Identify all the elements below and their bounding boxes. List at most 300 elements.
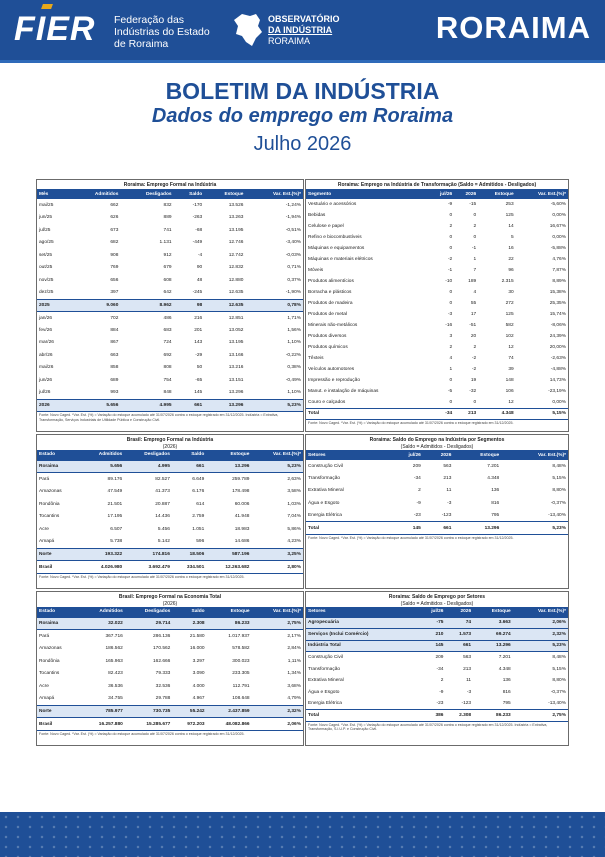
table-cell: 334.501	[172, 561, 206, 574]
table-cell: Construção Civil	[308, 655, 343, 661]
table-cell: 25,35%	[549, 301, 566, 306]
table-cell: 5,23%	[513, 640, 568, 652]
table-cell: 16.000	[189, 645, 205, 651]
table-cell: 1,10%	[287, 390, 301, 395]
table-cell: 12.880	[228, 277, 244, 283]
table-cell: 12.832	[228, 265, 244, 271]
table-cell: -170	[192, 202, 203, 208]
table-row	[37, 199, 303, 212]
table-cell: 125	[505, 312, 514, 317]
table-cell: 162.666	[152, 658, 171, 664]
table-cell: 4.348	[478, 408, 515, 419]
table-cell: 702	[110, 315, 119, 321]
table-cell: 889	[163, 215, 172, 221]
table-cell: Rondônia	[39, 658, 60, 664]
table-cell: 656	[110, 277, 119, 283]
table-cell: -0,22%	[285, 352, 301, 358]
table-row	[306, 629, 568, 641]
table-cell: 17	[470, 312, 477, 317]
table-cell: 148	[505, 378, 514, 383]
table-cell: Serviços (Inclui Comércio)	[306, 629, 417, 641]
table-cell: 3.663	[473, 617, 513, 629]
table-cell: Móveis	[308, 268, 324, 273]
table-cell: 7	[473, 268, 477, 273]
table-cell: 2	[449, 345, 453, 350]
table-cell: 3.692.479	[124, 561, 172, 574]
panel-subtitle: (2026)	[162, 601, 178, 607]
table-cell: 13.296	[206, 460, 251, 473]
table-row	[306, 364, 568, 375]
table-cell: -75	[417, 617, 445, 629]
table-cell: -2	[471, 367, 477, 372]
economy-total-table	[37, 607, 303, 731]
table-cell: 11	[466, 678, 472, 684]
table-cell: 2	[440, 678, 444, 684]
table-cell: 1.017.937	[228, 633, 250, 639]
table-cell: 0	[449, 290, 453, 295]
table-note: Fonte: Novo Caged. *Var. Est. (%) = Variação do estoque acumulado até 31/07/2026 contra o estoque registrado em 31/12/2025.	[39, 574, 245, 579]
table-cell: -13,40%	[548, 513, 566, 518]
table-cell: -4	[197, 252, 203, 258]
table-cell: mai/26	[39, 365, 54, 371]
table-row	[306, 298, 568, 309]
table-cell: 14	[508, 224, 514, 229]
table-cell: Tocantins	[39, 671, 60, 677]
table-cell: -3,40%	[285, 240, 301, 246]
table-cell: 4.000	[192, 683, 205, 689]
table-cell: 213	[463, 666, 472, 672]
table-cell: Total	[306, 408, 428, 419]
panel-subtitle: (2026)	[162, 444, 178, 450]
table-cell: 3.090	[192, 671, 205, 677]
panel-title: Brasil: Emprego Formal na Indústria	[126, 437, 214, 443]
table-row	[37, 249, 303, 262]
table-cell: 14.686	[234, 539, 250, 545]
table-cell: 32.022	[80, 617, 125, 630]
panel-title: Roraima: Emprego na Indústria de Transformação (Saldo = Admitidos - Desligados)	[337, 182, 537, 188]
table-cell: 12.635	[204, 299, 245, 312]
table-cell: -2	[447, 257, 453, 262]
panel-subtitle: (Saldo = Admitidos - Desligados)	[400, 601, 474, 607]
table-note: Fonte: Novo Caged. *Var. Est. (%) = Variação do estoque acumulado até 31/07/2026 contra o estoque registrado em 31/12/2025.	[39, 731, 245, 736]
table-row	[306, 675, 568, 687]
table-note: Fonte: Novo Caged. *Var. Est. (%) = Variação do estoque acumulado até 31/07/2026 contra o estoque registrado em 31/12/2025. Indústria = Extrativa, Transformação, S.I.U.P. e Construção Civil.	[308, 722, 548, 732]
header-banner	[0, 0, 605, 60]
table-row	[37, 299, 303, 312]
table-cell: 2,80%	[251, 561, 303, 574]
table-cell: 642	[163, 290, 172, 295]
panel-title: Brasil: Emprego Formal na Economia Total	[118, 594, 222, 600]
column-header: 2026	[454, 189, 478, 199]
table-cell: -16	[445, 323, 453, 328]
table-row	[306, 408, 568, 419]
table-cell: 679	[163, 265, 172, 271]
table-cell: Roraima	[37, 460, 80, 473]
table-cell: Pará	[39, 476, 50, 482]
table-cell: 0,37%	[287, 277, 301, 283]
table-cell: nov/25	[39, 277, 54, 283]
table-cell: 1,11%	[287, 658, 301, 664]
table-cell: 1.573	[445, 629, 473, 641]
table-cell: 689	[110, 377, 119, 383]
column-header: Estoque	[453, 450, 501, 460]
table-row	[306, 287, 568, 298]
table-cell: 41.373	[155, 488, 170, 494]
table-row	[306, 687, 568, 699]
column-header: Saldo	[174, 189, 205, 199]
table-row	[37, 510, 303, 523]
table-cell: 12.742	[228, 252, 244, 258]
table-cell: Máquinas e equipamentos	[308, 246, 365, 251]
table-cell: 1.131	[159, 240, 172, 246]
table-cell: Total	[306, 522, 389, 534]
table-row	[306, 221, 568, 232]
table-row	[37, 387, 303, 400]
fier-name: Federação das Indústrias do Estado de Roraima	[114, 14, 210, 50]
table-row	[37, 212, 303, 225]
table-cell: 30	[508, 290, 514, 295]
brasil-industry-panel	[36, 434, 304, 589]
table-cell: 0	[449, 246, 453, 251]
table-cell: -3	[466, 689, 472, 695]
table-cell: 1,34%	[287, 671, 301, 677]
table-row	[37, 274, 303, 287]
table-cell: Veículos automotores	[308, 367, 355, 372]
table-row	[37, 399, 303, 412]
table-cell: 18.506	[172, 548, 206, 561]
table-cell: -2,63%	[550, 356, 566, 361]
table-cell: Celulose e papel	[308, 224, 344, 229]
table-cell: 661	[423, 522, 454, 534]
table-cell: 12.263.682	[206, 561, 251, 574]
table-cell: -9	[439, 689, 444, 695]
table-note: Fonte: Novo Caged. *Var. Est. (%) = Variação do estoque acumulado até 31/07/2026 contra o estoque registrado em 31/12/2025.	[308, 420, 514, 425]
table-cell: 0,38%	[287, 365, 301, 371]
table-cell: 136	[491, 488, 500, 494]
table-cell: 661	[172, 460, 206, 473]
table-cell: -1	[447, 268, 453, 273]
table-row	[37, 617, 303, 630]
table-cell: 2,63%	[287, 476, 301, 482]
column-header: Estoque	[206, 450, 251, 460]
table-cell: -1,90%	[285, 290, 301, 295]
table-cell: Energia Elétrica	[308, 513, 342, 518]
table-cell: -0,37%	[550, 500, 566, 506]
table-cell: 39	[508, 367, 514, 372]
table-cell: out/25	[39, 265, 53, 271]
table-cell: ago/25	[39, 240, 54, 246]
transformation-panel	[305, 179, 569, 432]
sectors-table	[306, 607, 568, 722]
table-row	[306, 497, 568, 509]
table-cell: -449	[192, 240, 203, 246]
table-cell: -23	[436, 701, 444, 707]
column-header: Segmento	[306, 189, 428, 199]
table-cell: 908	[110, 252, 119, 258]
table-cell: 0	[473, 399, 477, 405]
table-cell: 5,86%	[287, 526, 301, 532]
state-name: RORAIMA	[435, 10, 591, 45]
table-cell: 8,80%	[552, 488, 566, 494]
table-cell: 216	[194, 315, 203, 321]
table-row	[37, 287, 303, 300]
table-note: Fonte: Novo Caged. *Var. Est. (%) = Variação do estoque acumulado até 31/07/2026 contra o estoque registrado em 31/12/2025.	[308, 535, 514, 540]
table-cell: -263	[192, 215, 203, 221]
table-cell: Impressão e reprodução	[308, 378, 360, 383]
table-cell: 2025	[37, 299, 71, 312]
table-cell: -29	[195, 352, 203, 358]
table-cell: 4,23%	[287, 539, 301, 545]
table-cell: 626	[110, 215, 119, 221]
table-cell: 578.582	[232, 645, 250, 651]
table-cell: 661	[174, 399, 205, 412]
table-cell: Construção Civil	[308, 463, 343, 469]
table-cell: 8,48%	[552, 655, 566, 661]
table-cell: 8.962	[120, 299, 173, 312]
table-cell: 386	[417, 710, 445, 722]
table-row	[306, 210, 568, 221]
table-cell: 55	[470, 301, 477, 306]
table-cell: Borracha e plásticos	[308, 290, 352, 295]
table-cell: 90	[196, 265, 203, 271]
table-cell: -51	[469, 323, 477, 328]
column-header: Desligados	[124, 450, 172, 460]
table-cell: 7.201	[487, 463, 500, 469]
table-row	[306, 353, 568, 364]
table-cell: abr/26	[39, 352, 53, 358]
table-cell: 816	[502, 689, 511, 695]
table-cell: 79.333	[155, 671, 171, 677]
table-cell: 596	[196, 539, 205, 545]
table-cell: -0,49%	[285, 377, 301, 383]
table-cell: dez/25	[39, 290, 54, 295]
table-cell: 20,00%	[549, 345, 566, 350]
table-cell: 2.308	[445, 710, 473, 722]
table-cell: 9.060	[71, 299, 120, 312]
table-row	[37, 337, 303, 350]
table-cell: 0	[473, 235, 477, 240]
bulletin-date: Julho 2026	[253, 133, 352, 155]
table-row	[37, 630, 303, 643]
table-row	[306, 663, 568, 675]
table-row	[37, 262, 303, 275]
table-cell: 16	[508, 246, 514, 251]
table-cell: 2026	[37, 399, 71, 412]
table-cell: 8,48%	[552, 463, 566, 469]
table-cell: 13.195	[228, 340, 244, 346]
table-cell: 808	[163, 365, 172, 371]
table-row	[306, 617, 568, 629]
table-cell: 5.456	[157, 526, 170, 532]
table-cell: -10	[445, 279, 453, 284]
table-row	[37, 548, 303, 561]
table-cell: Água e Esgoto	[308, 689, 340, 695]
table-cell: Agropecuária	[306, 617, 417, 629]
table-row	[306, 510, 568, 522]
table-cell: 4,79%	[287, 696, 301, 702]
table-row	[306, 375, 568, 386]
table-row	[306, 232, 568, 243]
table-cell: 4	[449, 356, 453, 361]
column-header: Var. Est.(%)*	[513, 607, 568, 617]
table-cell: Produtos de metal	[308, 312, 347, 317]
table-cell: -13,40%	[548, 701, 566, 707]
column-header: Estoque	[207, 607, 252, 617]
table-cell: 48	[196, 277, 203, 283]
table-cell: 13.166	[228, 352, 244, 358]
table-cell: 145	[417, 640, 445, 652]
table-cell: 867	[110, 340, 119, 346]
table-cell: Produtos alimentícios	[308, 279, 354, 284]
table-cell: 12	[508, 345, 514, 350]
table-cell: 2,75%	[513, 710, 568, 722]
column-header: Estoque	[473, 607, 513, 617]
table-row	[37, 667, 303, 680]
table-cell: 1,56%	[287, 327, 301, 333]
table-cell: -34	[436, 666, 444, 672]
formal-employment-panel	[36, 179, 304, 432]
table-cell: 754	[163, 377, 172, 383]
table-cell: 563	[443, 463, 452, 469]
transformation-table	[306, 189, 568, 420]
bulletin-title: BOLETIM DA INDÚSTRIA	[165, 78, 440, 104]
table-cell: 2,06%	[513, 617, 568, 629]
table-row	[306, 309, 568, 320]
table-cell: 816	[491, 500, 500, 506]
table-cell: Amapá	[39, 696, 55, 702]
table-cell: Indústria Total	[306, 640, 417, 652]
table-cell: 5.656	[71, 399, 120, 412]
table-cell: Máquinas e materiais elétricos	[308, 257, 373, 262]
table-cell: 4.995	[124, 460, 172, 473]
table-cell: 2	[418, 488, 421, 494]
table-cell: 48.082.866	[207, 718, 252, 731]
table-cell: 0	[449, 378, 453, 383]
table-cell: -9	[416, 500, 421, 506]
table-cell: 614	[196, 501, 205, 507]
table-cell: -3	[447, 312, 453, 317]
table-cell: 1	[473, 257, 477, 262]
table-cell: -0,51%	[285, 227, 301, 233]
table-cell: 2.437.859	[207, 705, 252, 718]
table-cell: 47.549	[107, 488, 123, 494]
table-cell: 0	[449, 399, 453, 405]
table-cell: 213	[443, 476, 452, 482]
table-cell: Norte	[37, 548, 80, 561]
table-cell: -15	[469, 202, 477, 207]
column-header: Admitidos	[80, 450, 124, 460]
table-cell: 18.983	[234, 526, 250, 532]
table-cell: 2,32%	[252, 705, 303, 718]
table-row	[306, 331, 568, 342]
table-cell: Transformação	[308, 666, 341, 672]
table-cell: 2	[473, 224, 477, 229]
table-cell: 3,58%	[287, 488, 301, 494]
table-cell: 682	[110, 240, 119, 246]
table-cell: 86.233	[207, 617, 252, 630]
table-row	[37, 473, 303, 486]
table-cell: Transformação	[308, 476, 341, 482]
table-row	[306, 199, 568, 210]
table-cell: Extrativa Mineral	[308, 488, 344, 494]
column-header: Mês	[37, 189, 71, 199]
table-cell: 0,00%	[552, 235, 566, 240]
table-cell: 2.759	[192, 514, 205, 520]
table-cell: -34	[413, 476, 421, 482]
table-cell: jul/25	[39, 227, 51, 233]
table-cell: 60.006	[234, 501, 250, 507]
table-cell: 96	[508, 268, 514, 273]
table-cell: 145	[194, 390, 203, 395]
table-row	[37, 362, 303, 375]
table-cell: Vestuário e acessórios	[308, 202, 357, 207]
table-cell: 189	[468, 279, 477, 284]
table-cell: Produtos químicos	[308, 345, 348, 350]
table-cell: 233.305	[232, 671, 250, 677]
column-header: jul/26	[389, 450, 423, 460]
table-cell: 13.195	[228, 227, 244, 233]
table-cell: 13.151	[228, 377, 244, 383]
table-row	[306, 710, 568, 722]
table-cell: 5.656	[80, 460, 124, 473]
table-cell: 13.526	[228, 202, 244, 208]
table-cell: 7,87%	[552, 268, 566, 273]
table-cell: Amazonas	[39, 645, 62, 651]
table-cell: 7,04%	[287, 514, 301, 520]
table-cell: 0,00%	[552, 213, 566, 218]
table-row	[37, 324, 303, 337]
table-cell: 12.851	[228, 315, 244, 321]
table-cell: 170.562	[152, 645, 171, 651]
table-cell: 6.176	[192, 488, 205, 494]
table-cell: 12.746	[228, 240, 244, 246]
table-cell: 74	[445, 617, 473, 629]
column-header: Var. Est.(%)*	[252, 607, 303, 617]
table-cell: 108.648	[232, 696, 250, 702]
table-note: Fonte: Novo Caged. *Var. Est. (%) = Variação do estoque acumulado até 31/07/2026 contra o estoque registrado em 31/12/2025. Indústria = Extrativa, Transformação, Serviços Industriais de Utilidade Pública e Construção Civil.	[39, 413, 279, 422]
table-row	[306, 386, 568, 397]
table-cell: 36.536	[108, 683, 123, 689]
table-cell: Amapá	[39, 539, 55, 545]
table-cell: -2	[471, 356, 477, 361]
table-cell: 2,84%	[287, 645, 301, 651]
table-cell: 193.322	[80, 548, 124, 561]
column-header: Setores	[306, 450, 389, 460]
table-cell: 98	[174, 299, 205, 312]
table-cell: 795	[502, 701, 511, 707]
table-cell: 1,03%	[287, 501, 301, 507]
table-cell: 32.536	[155, 683, 171, 689]
table-row	[306, 320, 568, 331]
table-cell: 587.196	[206, 548, 251, 561]
table-cell: 663	[110, 352, 119, 358]
table-cell: 20.887	[155, 501, 170, 507]
table-cell: -0,37%	[550, 689, 566, 695]
table-cell: 259.789	[232, 476, 250, 482]
table-cell: 13.296	[204, 399, 245, 412]
column-header: Admitidos	[80, 607, 125, 617]
table-row	[306, 485, 568, 497]
table-cell: -23,19%	[548, 389, 566, 394]
table-cell: -34	[428, 408, 455, 419]
table-cell: Têxteis	[308, 356, 324, 361]
table-cell: 662	[110, 202, 119, 208]
table-cell: Norte	[37, 705, 80, 718]
table-cell: 34.755	[108, 696, 123, 702]
table-cell: 17.195	[107, 514, 123, 520]
table-row	[306, 472, 568, 484]
table-cell: 8,80%	[552, 678, 566, 684]
